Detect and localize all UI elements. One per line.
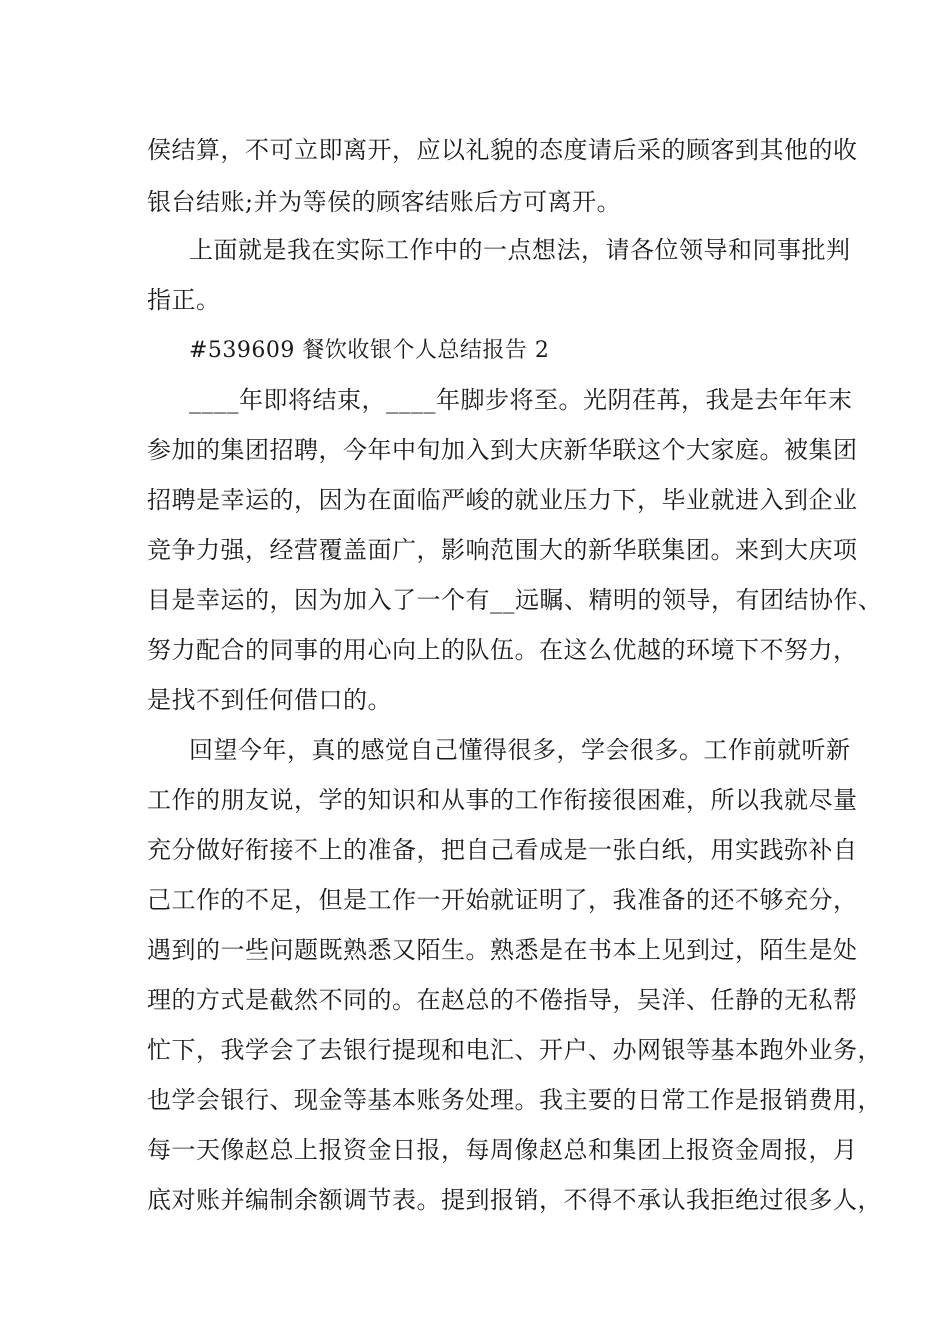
text-line: 底对账并编制余额调节表。提到报销，不得不承认我拒绝过很多人， xyxy=(147,1186,882,1214)
text-line: 参加的集团招聘，今年中旬加入到大庆新华联这个大家庭。被集团 xyxy=(147,436,858,464)
text-line: 遇到的一些问题既熟悉又陌生。熟悉是在书本上见到过，陌生是处 xyxy=(147,936,858,964)
text-line: 是找不到任何借口的。 xyxy=(147,686,392,714)
text-line: 也学会银行、现金等基本账务处理。我主要的日常工作是报销费用， xyxy=(147,1086,882,1114)
text-line: 回望今年，真的感觉自己懂得很多，学会很多。工作前就听新 xyxy=(189,736,851,764)
section-heading: #539609 餐饮收银个人总结报告 2 xyxy=(189,338,550,363)
text-line: 己工作的不足，但是工作一开始就证明了，我准备的还不够充分， xyxy=(147,886,858,914)
text-line: 工作的朋友说，学的知识和从事的工作衔接很困难，所以我就尽量 xyxy=(147,786,858,814)
text-line: 银台结账;并为等侯的顾客结账后方可离开。 xyxy=(147,188,622,216)
text-line: 侯结算，不可立即离开，应以礼貌的态度请后采的顾客到其他的收 xyxy=(147,136,858,164)
text-line: 充分做好衔接不上的准备，把自己看成是一张白纸，用实践弥补自 xyxy=(147,836,858,864)
text-line: 上面就是我在实际工作中的一点想法，请各位领导和同事批判 xyxy=(189,236,851,264)
text-line: 竞争力强，经营覆盖面广，影响范围大的新华联集团。来到大庆项 xyxy=(147,536,858,564)
text-line: 目是幸运的，因为加入了一个有__远瞩、精明的领导，有团结协作、 xyxy=(147,586,883,614)
text-line: 每一天像赵总上报资金日报，每周像赵总和集团上报资金周报，月 xyxy=(147,1136,858,1164)
text-line: 指正。 xyxy=(147,286,221,314)
text-line: 理的方式是截然不同的。在赵总的不倦指导，吴洋、任静的无私帮 xyxy=(147,986,858,1014)
text-line: 招聘是幸运的，因为在面临严峻的就业压力下，毕业就进入到企业 xyxy=(147,486,858,514)
text-line: 忙下，我学会了去银行提现和电汇、开户、办网银等基本跑外业务， xyxy=(147,1036,882,1064)
text-line: ____年即将结束，____年脚步将至。光阴荏苒，我是去年年末 xyxy=(189,386,853,414)
text-line: 努力配合的同事的用心向上的队伍。在这么优越的环境下不努力， xyxy=(147,636,858,664)
